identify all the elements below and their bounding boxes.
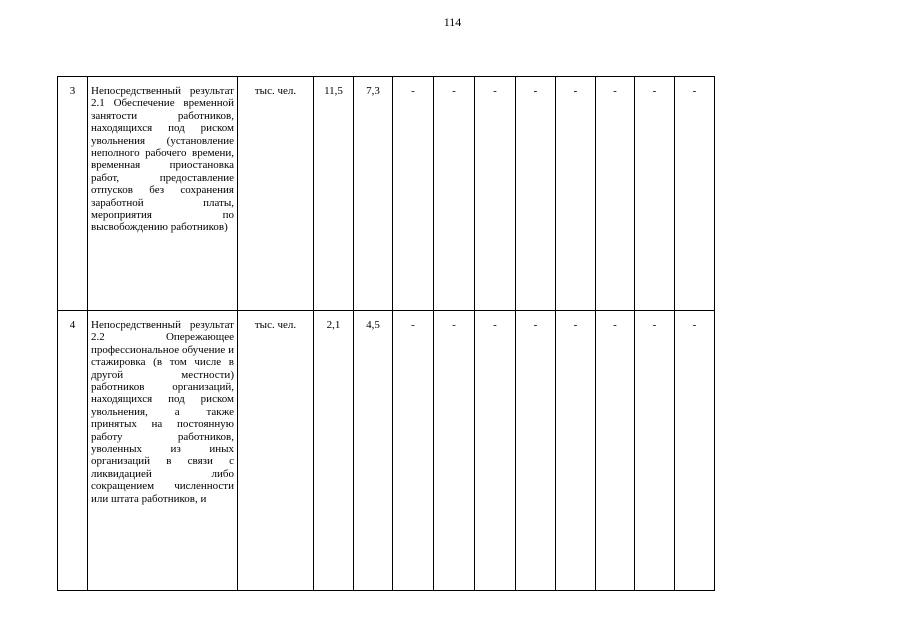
value-cell: - — [596, 77, 635, 311]
value-cell: - — [556, 77, 596, 311]
value-cell: - — [393, 77, 434, 311]
value-cell: - — [475, 77, 516, 311]
value-cell: - — [475, 311, 516, 591]
value-cell: - — [516, 311, 556, 591]
unit-cell: тыс. чел. — [238, 311, 314, 591]
table-row — [58, 311, 715, 591]
value-cell: - — [556, 311, 596, 591]
indicator-table — [57, 76, 715, 591]
row-number: 4 — [58, 311, 88, 591]
unit-cell: тыс. чел. — [238, 77, 314, 311]
value-cell: - — [675, 77, 715, 311]
table-row — [58, 77, 715, 311]
value-cell: 2,1 — [314, 311, 354, 591]
result-description: Непосредственный результат 2.1 Обеспечение временной занятости работников, находящихся под риском увольнения (установление неполного рабочего времени, временная приостановка работ, предоставление отпусков без сохранения заработной платы, мероприятия по высвобождению работников) — [88, 77, 238, 311]
value-cell: 11,5 — [314, 77, 354, 311]
value-cell: - — [596, 311, 635, 591]
value-cell: - — [635, 311, 675, 591]
value-cell: - — [434, 77, 475, 311]
value-cell: 4,5 — [354, 311, 393, 591]
value-cell: - — [393, 311, 434, 591]
row-number: 3 — [58, 77, 88, 311]
value-cell: - — [675, 311, 715, 591]
value-cell: 7,3 — [354, 77, 393, 311]
value-cell: - — [516, 77, 556, 311]
value-cell: - — [635, 77, 675, 311]
value-cell: - — [434, 311, 475, 591]
result-description: Непосредственный результат 2.2 Опережающее профессиональное обучение и стажировка (в том числе в другой местности) работников организаций, находящихся под риском увольнения, а также принятых на постоянную работу работников, уволенных из иных организаций в связи с ликвидацией либо сокращением численности или штата работников, и — [88, 311, 238, 591]
page-number: 114 — [443, 15, 462, 29]
